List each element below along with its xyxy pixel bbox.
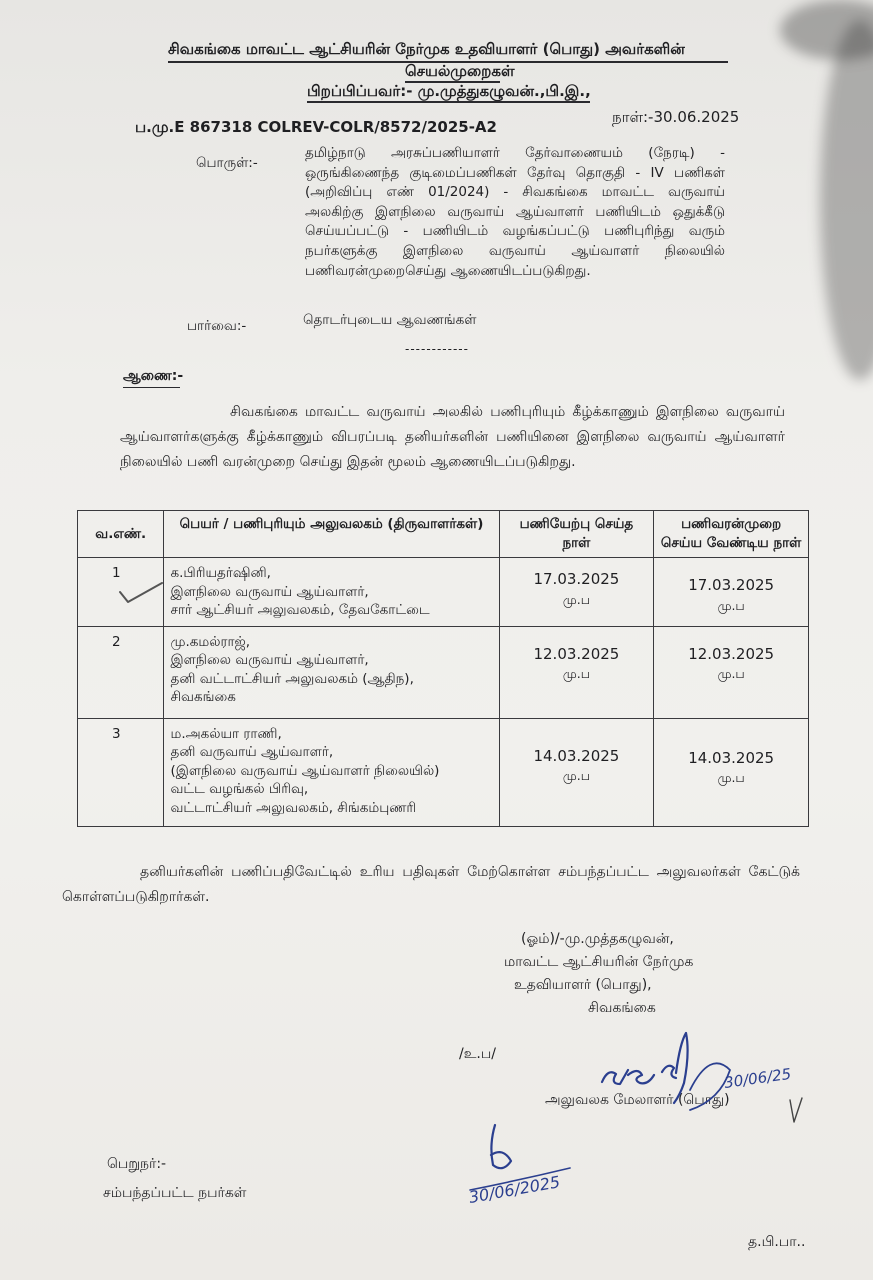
row-line: (இளநிலை வருவாய் ஆய்வாளர் நிலையில்) xyxy=(170,762,440,779)
recipients-label: பெறுநர்:- xyxy=(107,1156,167,1172)
forenoon-mark: மு.ப xyxy=(562,666,590,681)
reference-label: பார்வை:- xyxy=(187,318,247,334)
date-value: 14.03.2025 xyxy=(533,746,620,765)
closing-paragraph: தனியர்களின் பணிப்பதிவேட்டில் உரிய பதிவுகள் மேற்கொள்ள சம்பந்தப்பட்ட அலுவலர்கள் கேட்டுக் கொள்ளப்படுகிறார்கள். xyxy=(62,864,800,905)
row-line: சார் ஆட்சியர் அலுவலகம், தேவகோட்டை xyxy=(170,602,430,618)
row-line: தனி வட்டாட்சியர் அலுவலகம் (ஆதிந), xyxy=(170,670,414,687)
date-value: 17.03.2025 xyxy=(688,576,775,594)
header-title: சிவகங்கை மாவட்ட ஆட்சியரின் நேர்முக உதவியாளர் (பொது) அவர்களின் xyxy=(168,40,685,58)
order-paragraph: சிவகங்கை மாவட்ட வருவாய் அலகில் பணிபுரியும் கீழ்க்காணும் இளநிலை வருவாய் ஆய்வாளர்களுக்கு கீழ்க்காணும் விபரப்படி தனியர்களின் பணியினை இளநிலை வருவாய் ஆய்வாளர் நிலையில் பணி வரன்முறை செய்து இதன் மூலம் ஆணையிடப்படுகிறது. xyxy=(120,404,785,470)
header-serial: வ.எண். xyxy=(78,511,164,558)
row-line: ம.அகல்யா ராணி, xyxy=(170,725,282,742)
signatory-designation-1: மாவட்ட ஆட்சியரின் நேர்முக xyxy=(504,954,694,970)
row-line: வட்ட வழங்கல் பிரிவு, xyxy=(170,781,309,797)
signatory-name: (ஓம்)/-மு.முத்தகழுவன், xyxy=(521,931,674,947)
initials: த.பி.பா.. xyxy=(748,1234,806,1250)
reference-number: ப.மு.E 867318 COLREV-COLR/8572/2025-A2 xyxy=(135,118,497,136)
row-line: இளநிலை வருவாய் ஆய்வாளர், xyxy=(170,652,369,668)
slash-icon xyxy=(790,1098,802,1122)
order-label: ஆணை:- xyxy=(123,368,184,384)
forenoon-mark: மு.ப xyxy=(562,591,590,607)
order-date: நாள்:-30.06.2025 xyxy=(612,108,740,126)
date-value: 12.03.2025 xyxy=(533,644,620,663)
forenoon-mark: மு.ப xyxy=(562,768,590,783)
separator-line: ------------ xyxy=(405,342,469,356)
true-copy-mark: /உ.ப/ xyxy=(459,1046,497,1062)
row-serial: 3 xyxy=(78,718,164,826)
signatory-designation-2: உதவியாளர் (பொது), xyxy=(514,977,652,993)
initial-scribble-icon xyxy=(491,1125,511,1168)
forenoon-mark: மு.ப xyxy=(717,770,745,785)
date-value: 14.03.2025 xyxy=(688,748,775,767)
issuer-line: பிறப்பிப்பவர்:- மு.முத்துகழுவன்.,பி.இ., xyxy=(307,82,591,100)
office-manager-title: அலுவலக மேலாளர் (பொது) xyxy=(545,1092,730,1108)
header-subtitle: செயல்முறைகள் xyxy=(405,62,515,80)
forenoon-mark: மு.ப xyxy=(717,597,745,613)
row-line: மு.கமல்ராஜ், xyxy=(170,633,251,650)
officer-signature-icon xyxy=(602,1033,688,1103)
initial-date: 30/06/2025 xyxy=(467,1172,562,1207)
row-line: க.பிரியதர்ஷினி, xyxy=(170,565,271,581)
header-regularization-date: பணிவரன்முறை செய்ய வேண்டிய நாள் xyxy=(654,511,809,558)
row-line: வட்டாட்சியர் அலுவலகம், சிங்கம்புணரி xyxy=(170,799,417,816)
header-joining-date: பணியேற்பு செய்த நாள் xyxy=(499,511,654,558)
header-name-office: பெயர் / பணிபுரியும் அலுவலகம் (திருவாளர்கள்) xyxy=(164,511,499,558)
subject-label: பொருள்:- xyxy=(196,155,258,171)
date-value: 12.03.2025 xyxy=(688,644,775,663)
officer-sign-date: 30/06/25 xyxy=(723,1064,793,1092)
forenoon-mark: மு.ப xyxy=(717,666,745,681)
row-serial: 1 xyxy=(78,558,164,627)
row-serial: 2 xyxy=(78,626,164,718)
reference-text: தொடர்புடைய ஆவணங்கள் xyxy=(303,312,477,328)
signatory-place: சிவகங்கை xyxy=(588,1000,656,1016)
recipients-text: சம்பந்தப்பட்ட நபர்கள் xyxy=(103,1185,247,1201)
row-line: இளநிலை வருவாய் ஆய்வாளர், xyxy=(170,583,369,600)
date-value: 17.03.2025 xyxy=(533,570,620,588)
row-line: தனி வருவாய் ஆய்வாளர், xyxy=(170,744,334,760)
row-line: சிவகங்கை xyxy=(170,689,236,705)
subject-text: தமிழ்நாடு அரசுப்பணியாளர் தேர்வாணையம் (நேரடி) - ஒருங்கிணைந்த குடிமைப்பணிகள் தேர்வு தொகுதி - IV பணிகள் (அறிவிப்பு எண் 01/2024) - சிவகங்கை மாவட்ட வருவாய் அலகிற்கு இளநிலை வருவாய் ஆய்வாளர் பணியிடம் ஒதுக்கீடு செய்யப்பட்டு - பணியிடம் வழங்கப்பட்டு பணிபுரிந்து வரும் நபர்களுக்கு இளநிலை வருவாய் ஆய்வாளர் நிலையில் பணிவரன்முறைசெய்து ஆணையிடப்படுகிறது. xyxy=(305,145,725,279)
